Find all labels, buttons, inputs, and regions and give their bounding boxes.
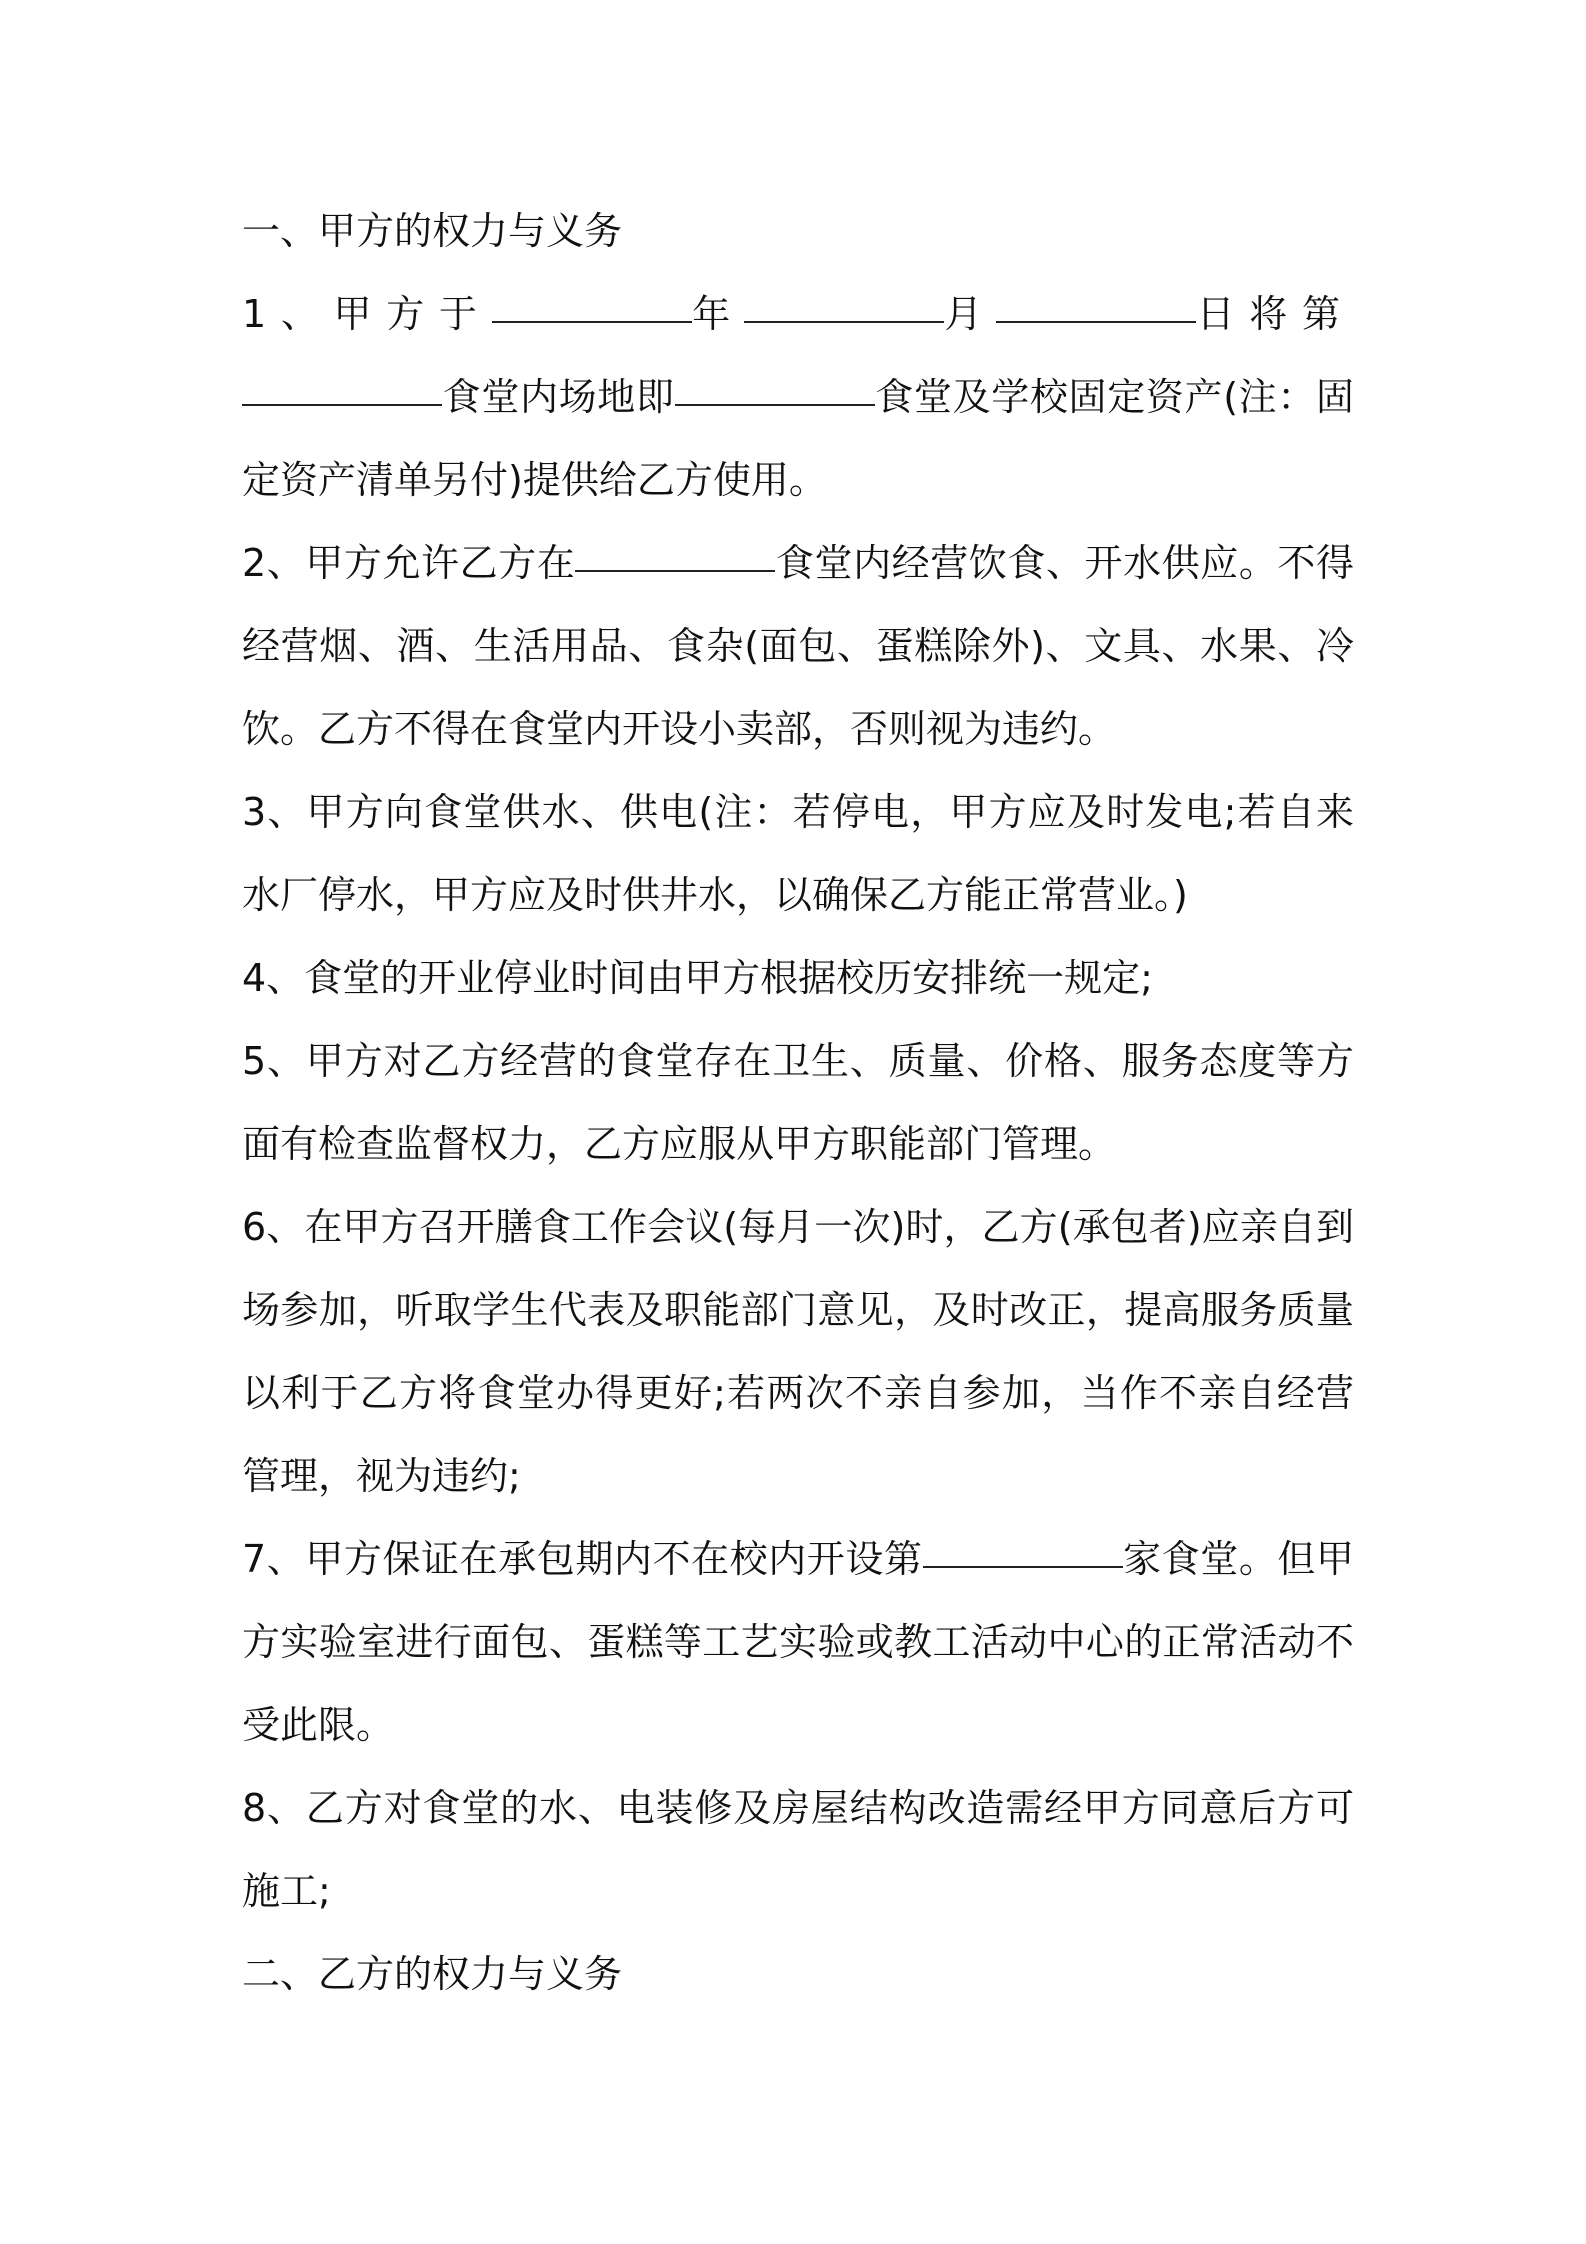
section-heading-party-b: 二、乙方的权力与义务 (242, 1952, 623, 1996)
clause-4: 4、食堂的开业停业时间由甲方根据校历安排统一规定; (242, 956, 1153, 1000)
clause-1-text-f: 食堂及学校固定资产(注：固定资产清单另付)提供给乙方使用。 (242, 375, 1354, 502)
blank-month[interactable] (744, 321, 944, 323)
clause-2-text-a: 2、甲方允许乙方在 (242, 541, 576, 585)
section-heading-party-a: 一、甲方的权力与义务 (242, 209, 623, 253)
contract-body (242, 190, 1354, 2016)
clause-5: 5、甲方对乙方经营的食堂存在卫生、质量、价格、服务态度等方面有检查监督权力，乙方应服从甲方职能部门管理。 (242, 1039, 1354, 1166)
clause-3: 3、甲方向食堂供水、供电(注：若停电，甲方应及时发电;若自来水厂停水，甲方应及时供井水，以确保乙方能正常营业。) (242, 790, 1354, 917)
clause-1-text-c: 月 (943, 292, 984, 336)
clause-8: 8、乙方对食堂的水、电装修及房屋结构改造需经甲方同意后方可施工; (242, 1786, 1354, 1913)
clause-1-text-b: 年 (691, 292, 731, 336)
blank-canteen-number[interactable] (242, 404, 442, 406)
clause-1-text-a: 1、甲方于 (242, 292, 492, 336)
blank-day[interactable] (996, 321, 1196, 323)
clause-6: 6、在甲方召开膳食工作会议(每月一次)时，乙方(承包者)应亲自到场参加，听取学生代表及职能部门意见，及时改正，提高服务质量以利于乙方将食堂办得更好;若两次不亲自参加，当作不亲自经营管理，视为违约; (242, 1205, 1354, 1498)
clause-1-text-d: 日将第 (1195, 292, 1354, 336)
clause-7-text-a: 7、甲方保证在承包期内不在校内开设第 (242, 1537, 923, 1581)
clause-1-text-e: 食堂内场地即 (442, 375, 675, 419)
blank-year[interactable] (492, 321, 692, 323)
blank-canteen-name[interactable] (675, 404, 875, 406)
clause-7-text-b: 家食堂。但甲方实验室进行面包、蛋糕等工艺实验或教工活动中心的正常活动不受此限。 (242, 1537, 1354, 1747)
clause-2 (242, 522, 1354, 771)
clause-7 (242, 1518, 1354, 1767)
blank-canteen-count[interactable] (923, 1566, 1123, 1568)
clause-1 (242, 273, 1354, 522)
clause-2-text-b: 食堂内经营饮食、开水供应。不得经营烟、酒、生活用品、食杂(面包、蛋糕除外)、文具、水果、冷饮。乙方不得在食堂内开设小卖部，否则视为违约。 (242, 541, 1354, 751)
blank-canteen-location[interactable] (575, 570, 775, 572)
